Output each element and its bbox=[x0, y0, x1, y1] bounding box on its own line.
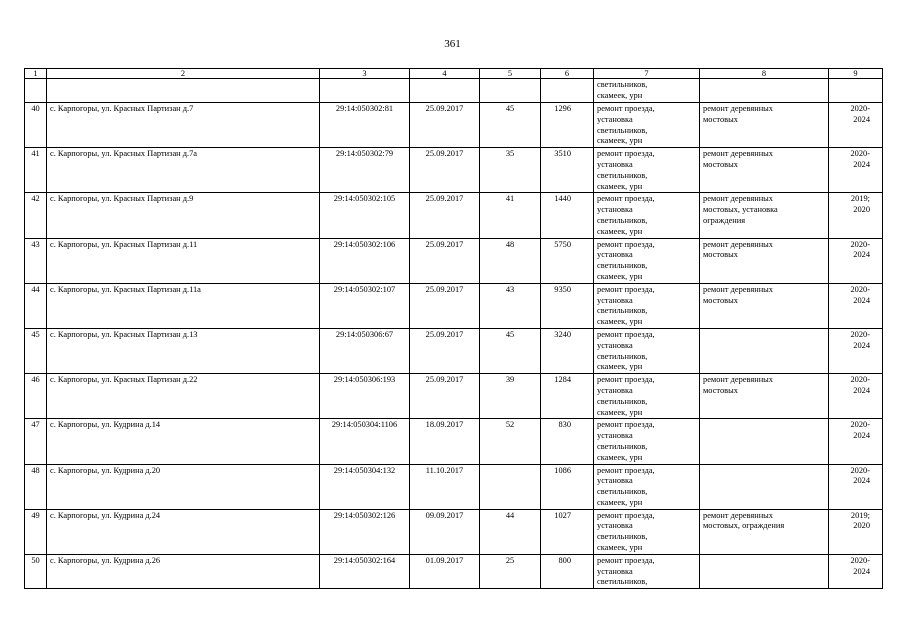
additional-works-cell bbox=[700, 328, 829, 373]
cadastral-number-cell: 29:14:050302:126 bbox=[320, 509, 410, 554]
address-cell: с. Карпогоры, ул. Кудрина д.24 bbox=[47, 509, 320, 554]
value-5-cell: 52 bbox=[480, 419, 541, 464]
period-cell: 2020- 2024 bbox=[829, 419, 883, 464]
date-cell: 09.09.2017 bbox=[410, 509, 480, 554]
works-list-cell: ремонт проезда, установка светильников, скамеек, урн bbox=[594, 238, 700, 283]
area-cell bbox=[541, 79, 594, 103]
address-cell bbox=[47, 79, 320, 103]
table-row bbox=[25, 238, 883, 283]
additional-works-cell: ремонт деревянных мостовых bbox=[700, 283, 829, 328]
row-number-cell: 50 bbox=[25, 554, 47, 588]
works-list-cell: ремонт проезда, установка светильников, скамеек, урн bbox=[594, 103, 700, 148]
cadastral-number-cell: 29:14:050302:79 bbox=[320, 148, 410, 193]
value-5-cell: 39 bbox=[480, 374, 541, 419]
row-number-cell bbox=[25, 79, 47, 103]
row-number-cell: 46 bbox=[25, 374, 47, 419]
works-list-cell: ремонт проезда, установка светильников, скамеек, урн bbox=[594, 328, 700, 373]
row-number-cell: 45 bbox=[25, 328, 47, 373]
additional-works-cell: ремонт деревянных мостовых bbox=[700, 148, 829, 193]
table-row bbox=[25, 374, 883, 419]
additional-works-cell: ремонт деревянных мостовых, установка ограждения bbox=[700, 193, 829, 238]
table-row bbox=[25, 283, 883, 328]
column-header-3: 3 bbox=[320, 69, 410, 79]
works-list-cell: ремонт проезда, установка светильников, bbox=[594, 554, 700, 588]
date-cell: 25.09.2017 bbox=[410, 283, 480, 328]
address-cell: с. Карпогоры, ул. Красных Партизан д.11 bbox=[47, 238, 320, 283]
area-cell: 3510 bbox=[541, 148, 594, 193]
cadastral-number-cell: 29:14:050306:67 bbox=[320, 328, 410, 373]
cadastral-number-cell bbox=[320, 79, 410, 103]
period-cell: 2020- 2024 bbox=[829, 103, 883, 148]
additional-works-cell bbox=[700, 464, 829, 509]
table-row bbox=[25, 509, 883, 554]
row-number-cell: 40 bbox=[25, 103, 47, 148]
date-cell bbox=[410, 79, 480, 103]
period-cell: 2020- 2024 bbox=[829, 148, 883, 193]
date-cell: 25.09.2017 bbox=[410, 328, 480, 373]
value-5-cell: 44 bbox=[480, 509, 541, 554]
area-cell: 800 bbox=[541, 554, 594, 588]
value-5-cell: 41 bbox=[480, 193, 541, 238]
row-number-cell: 49 bbox=[25, 509, 47, 554]
works-list-cell: ремонт проезда, установка светильников, скамеек, урн bbox=[594, 193, 700, 238]
table-row bbox=[25, 148, 883, 193]
period-cell: 2019; 2020 bbox=[829, 193, 883, 238]
cadastral-number-cell: 29:14:050302:105 bbox=[320, 193, 410, 238]
cadastral-number-cell: 29:14:050302:107 bbox=[320, 283, 410, 328]
additional-works-cell: ремонт деревянных мостовых, ограждения bbox=[700, 509, 829, 554]
additional-works-cell: ремонт деревянных мостовых bbox=[700, 374, 829, 419]
table-body bbox=[25, 79, 883, 589]
date-cell: 25.09.2017 bbox=[410, 238, 480, 283]
date-cell: 25.09.2017 bbox=[410, 148, 480, 193]
table-row bbox=[25, 328, 883, 373]
works-list-cell: ремонт проезда, установка светильников, скамеек, урн bbox=[594, 464, 700, 509]
area-cell: 1296 bbox=[541, 103, 594, 148]
works-list-cell: ремонт проезда, установка светильников, скамеек, урн bbox=[594, 374, 700, 419]
row-number-cell: 47 bbox=[25, 419, 47, 464]
header-row bbox=[25, 69, 883, 79]
date-cell: 18.09.2017 bbox=[410, 419, 480, 464]
value-5-cell bbox=[480, 464, 541, 509]
date-cell: 01.09.2017 bbox=[410, 554, 480, 588]
date-cell: 11.10.2017 bbox=[410, 464, 480, 509]
period-cell: 2020- 2024 bbox=[829, 464, 883, 509]
address-cell: с. Карпогоры, ул. Красных Партизан д.7 bbox=[47, 103, 320, 148]
period-cell bbox=[829, 79, 883, 103]
column-header-7: 7 bbox=[594, 69, 700, 79]
row-number-cell: 48 bbox=[25, 464, 47, 509]
cadastral-number-cell: 29:14:050302:106 bbox=[320, 238, 410, 283]
works-list-cell: ремонт проезда, установка светильников, скамеек, урн bbox=[594, 419, 700, 464]
data-table bbox=[24, 68, 883, 589]
table-row bbox=[25, 464, 883, 509]
table-row bbox=[25, 103, 883, 148]
page-number: 361 bbox=[444, 38, 461, 50]
period-cell: 2020- 2024 bbox=[829, 238, 883, 283]
cadastral-number-cell: 29:14:050304:132 bbox=[320, 464, 410, 509]
period-cell: 2020- 2024 bbox=[829, 374, 883, 419]
cadastral-number-cell: 29:14:050304:1106 bbox=[320, 419, 410, 464]
table-row bbox=[25, 193, 883, 238]
column-header-1: 1 bbox=[25, 69, 47, 79]
column-header-5: 5 bbox=[480, 69, 541, 79]
value-5-cell: 48 bbox=[480, 238, 541, 283]
area-cell: 1027 bbox=[541, 509, 594, 554]
address-cell: с. Карпогоры, ул. Кудрина д.14 bbox=[47, 419, 320, 464]
period-cell: 2020- 2024 bbox=[829, 554, 883, 588]
column-header-2: 2 bbox=[47, 69, 320, 79]
area-cell: 9350 bbox=[541, 283, 594, 328]
cadastral-number-cell: 29:14:050302:81 bbox=[320, 103, 410, 148]
area-cell: 1284 bbox=[541, 374, 594, 419]
date-cell: 25.09.2017 bbox=[410, 193, 480, 238]
value-5-cell: 35 bbox=[480, 148, 541, 193]
address-cell: с. Карпогоры, ул. Красных Партизан д.13 bbox=[47, 328, 320, 373]
works-list-cell: светильников, скамеек, урн bbox=[594, 79, 700, 103]
additional-works-cell bbox=[700, 419, 829, 464]
additional-works-cell bbox=[700, 79, 829, 103]
area-cell: 3240 bbox=[541, 328, 594, 373]
value-5-cell bbox=[480, 79, 541, 103]
period-cell: 2020- 2024 bbox=[829, 328, 883, 373]
cadastral-number-cell: 29:14:050306:193 bbox=[320, 374, 410, 419]
additional-works-cell bbox=[700, 554, 829, 588]
column-header-6: 6 bbox=[541, 69, 594, 79]
row-number-cell: 43 bbox=[25, 238, 47, 283]
works-list-cell: ремонт проезда, установка светильников, скамеек, урн bbox=[594, 509, 700, 554]
column-header-9: 9 bbox=[829, 69, 883, 79]
address-cell: с. Карпогоры, ул. Красных Партизан д.11а bbox=[47, 283, 320, 328]
address-cell: с. Карпогоры, ул. Красных Партизан д.7а bbox=[47, 148, 320, 193]
works-list-cell: ремонт проезда, установка светильников, скамеек, урн bbox=[594, 148, 700, 193]
row-number-cell: 42 bbox=[25, 193, 47, 238]
cadastral-number-cell: 29:14:050302:164 bbox=[320, 554, 410, 588]
additional-works-cell: ремонт деревянных мостовых bbox=[700, 238, 829, 283]
value-5-cell: 25 bbox=[480, 554, 541, 588]
column-header-4: 4 bbox=[410, 69, 480, 79]
area-cell: 1440 bbox=[541, 193, 594, 238]
row-number-cell: 44 bbox=[25, 283, 47, 328]
row-number-cell: 41 bbox=[25, 148, 47, 193]
area-cell: 5750 bbox=[541, 238, 594, 283]
area-cell: 1086 bbox=[541, 464, 594, 509]
period-cell: 2019; 2020 bbox=[829, 509, 883, 554]
additional-works-cell: ремонт деревянных мостовых bbox=[700, 103, 829, 148]
address-cell: с. Карпогоры, ул. Красных Партизан д.9 bbox=[47, 193, 320, 238]
value-5-cell: 45 bbox=[480, 103, 541, 148]
table-row bbox=[25, 554, 883, 588]
value-5-cell: 43 bbox=[480, 283, 541, 328]
column-header-8: 8 bbox=[700, 69, 829, 79]
works-list-cell: ремонт проезда, установка светильников, скамеек, урн bbox=[594, 283, 700, 328]
period-cell: 2020- 2024 bbox=[829, 283, 883, 328]
date-cell: 25.09.2017 bbox=[410, 103, 480, 148]
address-cell: с. Карпогоры, ул. Красных Партизан д.22 bbox=[47, 374, 320, 419]
area-cell: 830 bbox=[541, 419, 594, 464]
table-row bbox=[25, 419, 883, 464]
address-cell: с. Карпогоры, ул. Кудрина д.20 bbox=[47, 464, 320, 509]
date-cell: 25.09.2017 bbox=[410, 374, 480, 419]
continuation-row bbox=[25, 79, 883, 103]
value-5-cell: 45 bbox=[480, 328, 541, 373]
address-cell: с. Карпогоры, ул. Кудрина д.26 bbox=[47, 554, 320, 588]
